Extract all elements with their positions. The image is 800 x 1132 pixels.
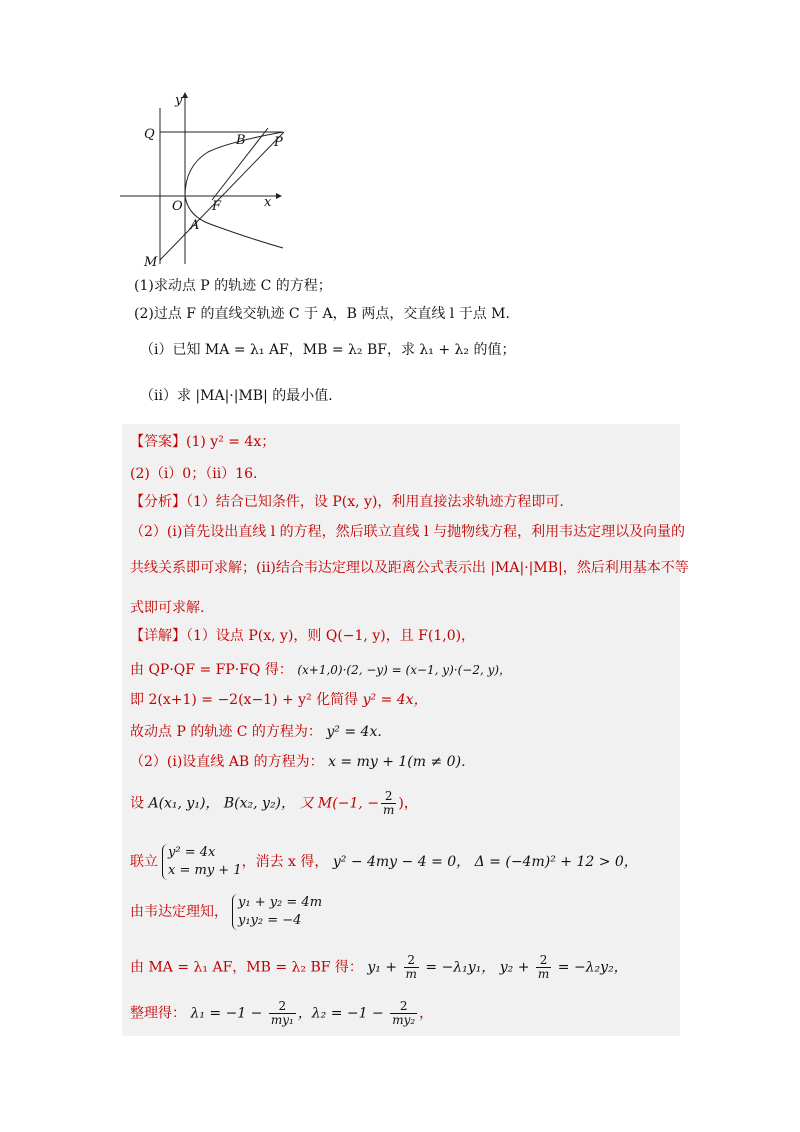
detail-9-d: = −λ₂y₂， — [553, 959, 628, 976]
detail-6-a: A(x₁, y₁)， — [148, 795, 220, 812]
detail-line-9 — [130, 954, 628, 981]
fraction-num: 2 — [536, 954, 551, 968]
label-P: P — [274, 135, 283, 150]
detail-3-eq: y² = 4x， — [362, 692, 428, 708]
system-row-2: x = my + 1 — [168, 863, 242, 878]
fraction-2-over-m-2 — [536, 954, 551, 981]
detail-7-eq: y² − 4my − 4 = 0， — [332, 854, 471, 870]
analysis-line-3: 共线关系即可求解；(ii)结合韦达定理以及距离公式表示出 |MA|·|MB|，然后利用基本不等 — [130, 560, 689, 576]
fraction-num: 2 — [269, 1000, 296, 1014]
analysis-tag: 【分析】 — [130, 494, 186, 510]
fraction-2-over-my1 — [269, 1000, 296, 1027]
detail-6-lead: 设 — [130, 795, 149, 812]
detail-line-8 — [130, 894, 322, 930]
detail-4-eq: y² = 4x. — [326, 724, 382, 740]
answer-line-2: (2)（i）0；（ii）16. — [130, 466, 258, 482]
fraction-num: 2 — [390, 1000, 417, 1014]
question-part-1: (1)求动点 P 的轨迹 C 的方程； — [134, 278, 332, 294]
detail-8-lead: 由韦达定理知， — [130, 904, 228, 920]
detail-5-eq: x = my + 1(m ≠ 0)． — [328, 754, 476, 770]
detail-text: （1）设点 P(x, y)，则 Q(−1, y)，且 F(1,0)， — [186, 628, 476, 644]
vieta-row-2: y₁y₂ = −4 — [238, 913, 302, 928]
fraction-den: m — [537, 967, 550, 981]
detail-line-5 — [130, 752, 475, 772]
detail-9-c: y₂ + — [499, 959, 534, 976]
fraction-num: 2 — [404, 954, 419, 968]
label-F: F — [212, 199, 222, 214]
label-B: B — [236, 133, 246, 148]
analysis-line-4: 式即可求解. — [130, 600, 205, 616]
detail-7-mid: ，消去 x 得， — [241, 854, 329, 870]
question-part-2: (2)过点 F 的直线交轨迹 C 于 A，B 两点，交直线 l 于点 M． — [134, 306, 520, 322]
fraction-den: m — [383, 803, 395, 817]
detail-2-lead: 由 QP·QF = FP·FQ 得： — [130, 662, 293, 678]
parabola-figure — [118, 88, 298, 268]
label-M: M — [144, 255, 158, 268]
detail-3-mid: 化简得 — [311, 692, 363, 708]
axis-y-label: y — [175, 93, 183, 108]
answer-tag: 【答案】 — [130, 434, 186, 450]
detail-line-7 — [130, 844, 638, 880]
fraction-2-over-m-1 — [404, 954, 419, 981]
detail-3-lead: 即 2(x+1) = −2(x−1) + y² — [130, 692, 312, 708]
detail-4-lead: 故动点 P 的轨迹 C 的方程为： — [130, 724, 322, 740]
label-A: A — [190, 218, 200, 233]
detail-10-lead: 整理得： — [130, 1005, 186, 1022]
vieta-brace — [232, 894, 322, 930]
detail-line-1 — [130, 626, 475, 646]
fraction-den: my₁ — [270, 1013, 294, 1027]
detail-10-b: ，λ₂ = −1 − — [297, 1005, 389, 1022]
detail-10-a: λ₁ = −1 − — [190, 1005, 267, 1022]
fraction-2-over-my2 — [390, 1000, 417, 1027]
detail-line-2 — [130, 660, 511, 680]
detail-6-b: B(x₂, y₂)， — [223, 795, 296, 812]
detail-6-c: 又 M(−1, − — [299, 795, 379, 812]
vieta-row-1: y₁ + y₂ = 4m — [238, 895, 323, 910]
system-brace — [162, 844, 242, 880]
answer-line-1 — [130, 432, 275, 452]
detail-2-eq: (x+1,0)·(2, −y) = (x−1, y)·(−2, y)， — [297, 663, 512, 677]
fraction-num: 2 — [381, 790, 396, 804]
detail-9-lead: 由 MA = λ₁ AF，MB = λ₂ BF 得： — [130, 959, 363, 976]
question-part-2-i: （i）已知 MA = λ₁ AF，MB = λ₂ BF，求 λ₁ + λ₂ 的值； — [140, 342, 516, 358]
label-O: O — [172, 199, 183, 214]
analysis-text: （1）结合已知条件，设 P(x, y)，利用直接法求轨迹方程即可. — [186, 494, 564, 510]
detail-9-b: = −λ₁y₁， — [420, 959, 496, 976]
detail-line-10 — [130, 1000, 433, 1027]
fraction-2-over-m — [381, 790, 396, 817]
detail-line-3 — [130, 690, 428, 710]
label-Q: Q — [144, 127, 155, 142]
question-part-2-ii: （ii）求 |MA|·|MB| 的最小值． — [140, 388, 343, 404]
analysis-line-2: （2）(i)首先设出直线 l 的方程，然后联立直线 l 与抛物线方程，利用韦达定理以及向量的 — [130, 524, 686, 540]
detail-7-delta: Δ = (−4m)² + 12 > 0， — [474, 854, 638, 870]
detail-tag: 【详解】 — [130, 628, 186, 644]
detail-5-lead: （2）(i)设直线 AB 的方程为： — [130, 754, 324, 770]
detail-9-a: y₁ + — [367, 959, 402, 976]
analysis-line-1 — [130, 492, 564, 512]
axis-x-label: x — [264, 195, 272, 210]
detail-6-end: )， — [398, 795, 418, 812]
detail-7-lead: 联立 — [130, 854, 158, 870]
fraction-den: my₂ — [392, 1013, 416, 1027]
fraction-den: m — [405, 967, 417, 981]
detail-line-4 — [130, 722, 382, 742]
detail-line-6 — [130, 790, 418, 817]
answer-text: (1) y² = 4x； — [186, 434, 276, 450]
system-row-1: y² = 4x — [168, 845, 216, 860]
detail-10-c: ， — [419, 1005, 434, 1022]
